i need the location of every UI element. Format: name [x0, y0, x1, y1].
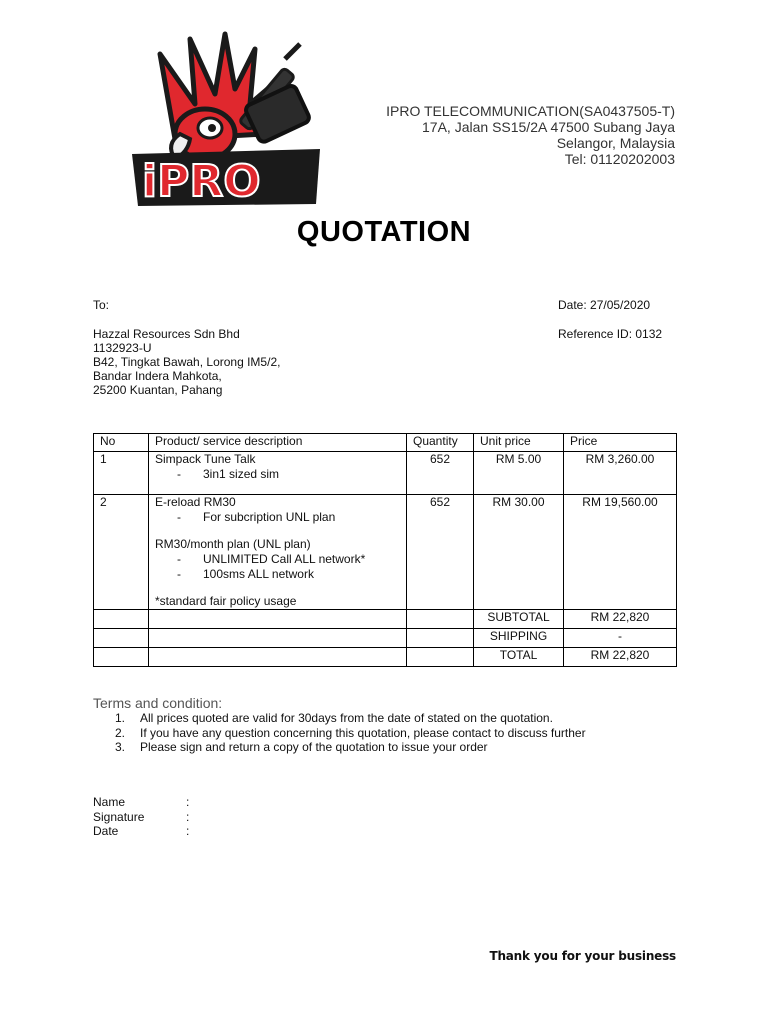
- date-label: Date: [93, 824, 119, 838]
- table-header-row: [94, 434, 677, 452]
- row-description: [149, 495, 407, 610]
- company-name: IPRO TELECOMMUNICATION(SA0437505-T): [386, 103, 675, 119]
- bullet-dash: -: [177, 510, 181, 524]
- bullet-dash: -: [177, 552, 181, 566]
- shipping-value: -: [564, 629, 677, 648]
- row-unit-price: RM 30.00: [474, 495, 564, 610]
- list-item: [115, 711, 586, 726]
- client-address: [93, 327, 280, 397]
- subtotal-row: [94, 610, 677, 629]
- detail-text: 3in1 sized sim: [203, 467, 280, 481]
- header-no: No: [94, 434, 149, 452]
- list-item: [115, 726, 586, 741]
- row-price: RM 3,260.00: [564, 452, 677, 495]
- shipping-label: SHIPPING: [474, 629, 564, 648]
- header-description: Product/ service description: [149, 434, 407, 452]
- client-reg: 1132923-U: [93, 341, 152, 355]
- colon: :: [186, 795, 190, 809]
- header-price: Price: [564, 434, 677, 452]
- shipping-row: [94, 629, 677, 648]
- name-label: Name: [93, 795, 126, 809]
- fair-policy-note: *standard fair policy usage: [155, 594, 297, 608]
- thank-you-note: Thank you for your business: [489, 949, 676, 963]
- logo-text: iPRO: [142, 156, 261, 207]
- row-price: RM 19,560.00: [564, 495, 677, 610]
- row-no: 1: [94, 452, 149, 495]
- company-address-line1: 17A, Jalan SS15/2A 47500 Subang Jaya: [422, 119, 675, 135]
- term-number: 1.: [115, 711, 126, 725]
- term-text: Please sign and return a copy of the quotation to issue your order: [140, 740, 488, 754]
- signoff-name: [93, 795, 189, 810]
- table-row: [94, 495, 677, 610]
- term-number: 3.: [115, 740, 126, 754]
- item-detail: [155, 567, 400, 582]
- company-logo: [120, 24, 330, 209]
- plan-name: RM30/month plan (UNL plan): [155, 537, 311, 551]
- list-item: [115, 740, 586, 755]
- client-addr2: Bandar Indera Mahkota,: [93, 369, 222, 383]
- row-quantity: 652: [407, 495, 474, 610]
- subtotal-label: SUBTOTAL: [474, 610, 564, 629]
- company-info: [386, 103, 675, 167]
- row-unit-price: RM 5.00: [474, 452, 564, 495]
- company-address-line2: Selangor, Malaysia: [556, 135, 675, 151]
- header-quantity: Quantity: [407, 434, 474, 452]
- item-name: E-reload RM30: [155, 495, 236, 509]
- terms-title: Terms and condition:: [93, 695, 223, 711]
- signature-label: Signature: [93, 809, 145, 824]
- term-number: 2.: [115, 725, 126, 740]
- row-description: [149, 452, 407, 495]
- to-label: To:: [93, 298, 110, 312]
- colon: :: [186, 809, 190, 824]
- detail-text: For subcription UNL plan: [203, 510, 336, 524]
- header-unit-price: Unit price: [474, 434, 564, 452]
- client-name: Hazzal Resources Sdn Bhd: [93, 327, 240, 341]
- quotation-date: Date: 27/05/2020: [558, 298, 651, 312]
- total-value: RM 22,820: [564, 648, 677, 667]
- signoff-date: [93, 824, 189, 839]
- total-label: TOTAL: [474, 648, 564, 667]
- subtotal-value: RM 22,820: [564, 610, 677, 629]
- company-tel: Tel: 01120202003: [564, 151, 675, 167]
- row-quantity: 652: [407, 452, 474, 495]
- signoff-signature: [93, 810, 189, 825]
- document-title: QUOTATION: [296, 216, 472, 248]
- terms-list: [115, 711, 586, 755]
- client-addr3: 25200 Kuantan, Pahang: [93, 383, 223, 397]
- client-addr1: B42, Tingkat Bawah, Lorong IM5/2,: [93, 355, 281, 369]
- table-row: [94, 452, 677, 495]
- bullet-dash: -: [177, 567, 181, 581]
- row-no: 2: [94, 495, 149, 610]
- colon: :: [186, 824, 190, 838]
- item-name: Simpack Tune Talk: [155, 452, 256, 466]
- item-detail: [155, 510, 400, 525]
- detail-text: UNLIMITED Call ALL network*: [203, 552, 366, 566]
- quotation-table: [93, 433, 677, 667]
- item-detail: [155, 467, 400, 482]
- item-detail: [155, 552, 400, 567]
- total-row: [94, 648, 677, 667]
- reference-id: Reference ID: 0132: [558, 327, 663, 341]
- term-text: All prices quoted are valid for 30days from the date of stated on the quotation.: [140, 711, 553, 725]
- bullet-dash: -: [177, 467, 181, 481]
- signoff-block: [93, 795, 189, 839]
- term-text: If you have any question concerning this quotation, please contact to discuss further: [140, 725, 586, 740]
- detail-text: 100sms ALL network: [203, 567, 314, 581]
